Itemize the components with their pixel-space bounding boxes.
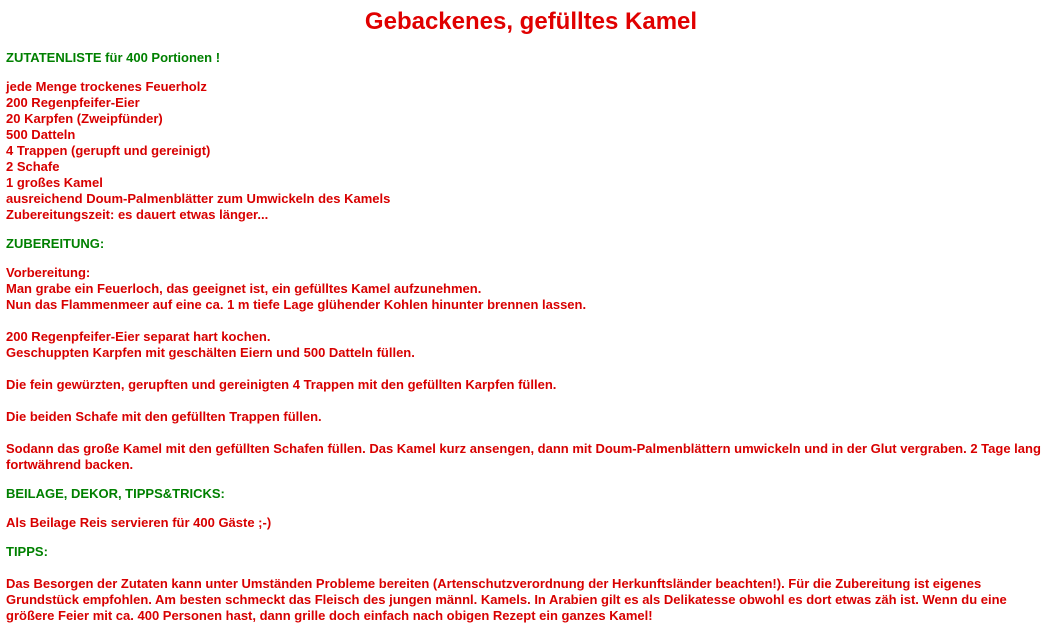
preparation-text [6,265,1056,473]
list-item: 20 Karpfen (Zweipfünder) [6,111,163,126]
ingredients-heading: ZUTATENLISTE für 400 Portionen ! [6,50,221,65]
preparation-line: 200 Regenpfeifer-Eier separat hart kochen. [6,329,271,344]
side-dish-heading: BEILAGE, DEKOR, TIPPS&TRICKS: [6,486,225,501]
preparation-line: Die fein gewürzten, gerupften und gereinigten 4 Trappen mit den gefüllten Karpfen füllen. [6,377,557,392]
list-item: 500 Datteln [6,127,76,142]
tips-text: Das Besorgen der Zutaten kann unter Umständen Probleme bereiten (Artenschutzverordnung der Herkunftsländer beachten!). Für die Zubereitung ist eigenes Grundstück empfohlen. Am besten schmeckt das Fleisch des jungen männl. Kamels. In Arabien gilt es als Delikatesse obwohl es dort etwas zäh ist. Wenn du eine größere Feier mit ca. 400 Personen hast, dann grille doch einfach nach obigen Rezept ein ganzes Kamel! [6,576,1007,623]
side-dish-text: Als Beilage Reis servieren für 400 Gäste ;-) [6,515,272,530]
preparation-label: Vorbereitung: [6,265,91,280]
list-item: Zubereitungszeit: es dauert etwas länger... [6,207,269,222]
tips-heading: TIPPS: [6,544,48,559]
list-item: ausreichend Doum-Palmenblätter zum Umwickeln des Kamels [6,191,391,206]
preparation-line: Sodann das große Kamel mit den gefüllten Schafen füllen. Das Kamel kurz ansengen, dann mit Doum-Palmenblättern umwickeln und in der Glut vergraben. 2 Tage lang fortwährend backen. [6,441,1041,472]
preparation-line: Geschuppten Karpfen mit geschälten Eiern und 500 Datteln füllen. [6,345,415,360]
list-item: 2 Schafe [6,159,60,174]
list-item: 4 Trappen (gerupft und gereinigt) [6,143,211,158]
preparation-heading: ZUBEREITUNG: [6,236,105,251]
list-item: jede Menge trockenes Feuerholz [6,79,207,94]
page-title: Gebackenes, gefülltes Kamel [364,8,698,35]
preparation-line: Man grabe ein Feuerloch, das geeignet ist, ein gefülltes Kamel aufzunehmen. [6,281,482,296]
list-item: 1 großes Kamel [6,175,103,190]
preparation-line: Nun das Flammenmeer auf eine ca. 1 m tiefe Lage glühender Kohlen hinunter brennen lassen. [6,297,587,312]
preparation-line: Die beiden Schafe mit den gefüllten Trappen füllen. [6,409,322,424]
list-item: 200 Regenpfeifer-Eier [6,95,140,110]
ingredient-list [6,79,1056,223]
